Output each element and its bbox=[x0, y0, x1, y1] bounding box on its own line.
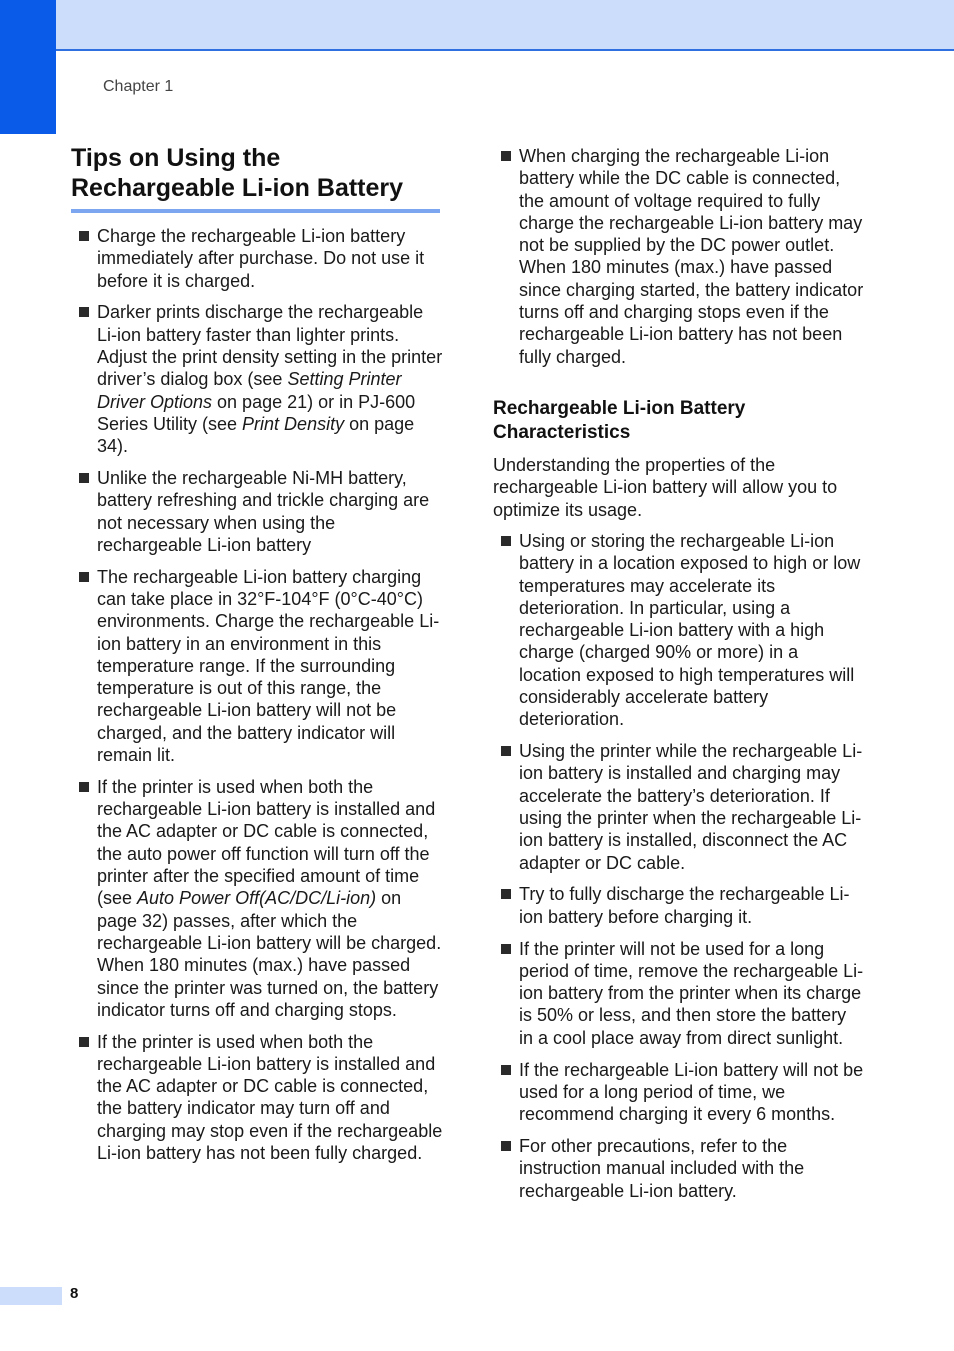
subsection-title: Rechargeable Li-ion Battery Characteristics bbox=[493, 398, 746, 443]
characteristics-list bbox=[493, 530, 865, 1211]
tips-list bbox=[71, 225, 443, 1174]
reference-link: Setting Printer Driver Options bbox=[97, 369, 402, 412]
list-item: If the rechargeable Li-ion battery will not be used for a long period of time, we recommend charging it every 6 months. bbox=[493, 1059, 865, 1126]
bullet-square-icon bbox=[501, 536, 511, 546]
reference-link: Auto Power Off(AC/DC/Li-ion) bbox=[137, 888, 377, 909]
chapter-tab bbox=[0, 0, 56, 134]
bullet-square-icon bbox=[79, 1037, 89, 1047]
bullet-square-icon bbox=[79, 307, 89, 317]
bullet-square-icon bbox=[501, 944, 511, 954]
list-item: Using or storing the rechargeable Li-ion battery in a location exposed to high or low temperatures may accelerate its deterioration. In particular, using a rechargeable Li-ion battery with a high charge (charged 90% or more) in a location exposed to high temperatures will considerably accelerate battery deterioration. bbox=[493, 530, 865, 731]
bullet-square-icon bbox=[501, 746, 511, 756]
list-item: The rechargeable Li-ion battery charging can take place in 32°F-104°F (0°C-40°C) environments. Charge the rechargeable Li-ion battery in an environment in this temperature range. If the surrounding temperature is out of this range, the rechargeable Li-ion battery will not be charged, and the battery indicator will remain lit. bbox=[71, 566, 443, 767]
chapter-label: Chapter 1 bbox=[103, 78, 174, 95]
bullet-square-icon bbox=[501, 151, 511, 161]
bullet-square-icon bbox=[79, 473, 89, 483]
intro-paragraph: Understanding the properties of the rechargeable Li-ion battery will allow you to optimize its usage. bbox=[493, 455, 838, 520]
list-item: If the printer will not be used for a long period of time, remove the rechargeable Li-ion battery from the printer when its charge is 50% or less, and then store the battery in a cool place away from direct sunlight. bbox=[493, 938, 865, 1049]
bullet-square-icon bbox=[79, 231, 89, 241]
reference-link: Print Density bbox=[242, 413, 345, 434]
list-item: Using the printer while the rechargeable Li-ion battery is installed and charging may accelerate the battery’s deterioration. If using the printer when the rechargeable Li-ion battery is installed, disconnect the AC adapter or DC cable. bbox=[493, 740, 865, 874]
list-item: For other precautions, refer to the instruction manual included with the rechargeable Li-ion battery. bbox=[493, 1135, 865, 1202]
list-item: Try to fully discharge the rechargeable Li-ion battery before charging it. bbox=[493, 883, 865, 928]
tips-list-continued bbox=[493, 145, 865, 377]
list-item: Darker prints discharge the rechargeable Li-ion battery faster than lighter prints. Adjust the print density setting in the printer driver’s dialog box (see Setting Printer Driver Options on page 21) or in PJ-600 Series Utility (see Print Density on page 34). bbox=[71, 301, 443, 457]
bullet-square-icon bbox=[501, 889, 511, 899]
footer-bar bbox=[0, 1287, 62, 1305]
bullet-square-icon bbox=[79, 572, 89, 582]
header-band bbox=[0, 0, 954, 51]
list-item: If the printer is used when both the rechargeable Li-ion battery is installed and the AC adapter or DC cable is connected, the auto power off function will turn off the printer after the specified amount of time (see Auto Power Off(AC/DC/Li-ion) on page 32) passes, after which the rechargeable Li-ion battery will be charged. When 180 minutes (max.) have passed since the printer was turned on, the battery indicator turns off and charging stops. bbox=[71, 776, 443, 1021]
list-item: If the printer is used when both the rechargeable Li-ion battery is installed and the AC adapter or DC cable is connected, the battery indicator may turn off and charging may stop even if the rechargeable Li-ion battery has not been fully charged. bbox=[71, 1031, 443, 1165]
list-item: Unlike the rechargeable Ni-MH battery, battery refreshing and trickle charging are not necessary when using the rechargeable Li-ion battery bbox=[71, 467, 443, 556]
list-item: When charging the rechargeable Li-ion battery while the DC cable is connected, the amount of voltage required to fully charge the rechargeable Li-ion battery may not be supplied by the DC power outlet. When 180 minutes (max.) have passed since charging started, the battery indicator turns off and charging stops even if the rechargeable Li-ion battery has not been fully charged. bbox=[493, 145, 865, 368]
bullet-square-icon bbox=[501, 1141, 511, 1151]
list-item: Charge the rechargeable Li-ion battery immediately after purchase. Do not use it before it is charged. bbox=[71, 225, 443, 292]
bullet-square-icon bbox=[501, 1065, 511, 1075]
section-title: Tips on Using the Rechargeable Li-ion Battery bbox=[71, 143, 440, 213]
bullet-square-icon bbox=[79, 782, 89, 792]
page-number: 8 bbox=[70, 1285, 79, 1302]
